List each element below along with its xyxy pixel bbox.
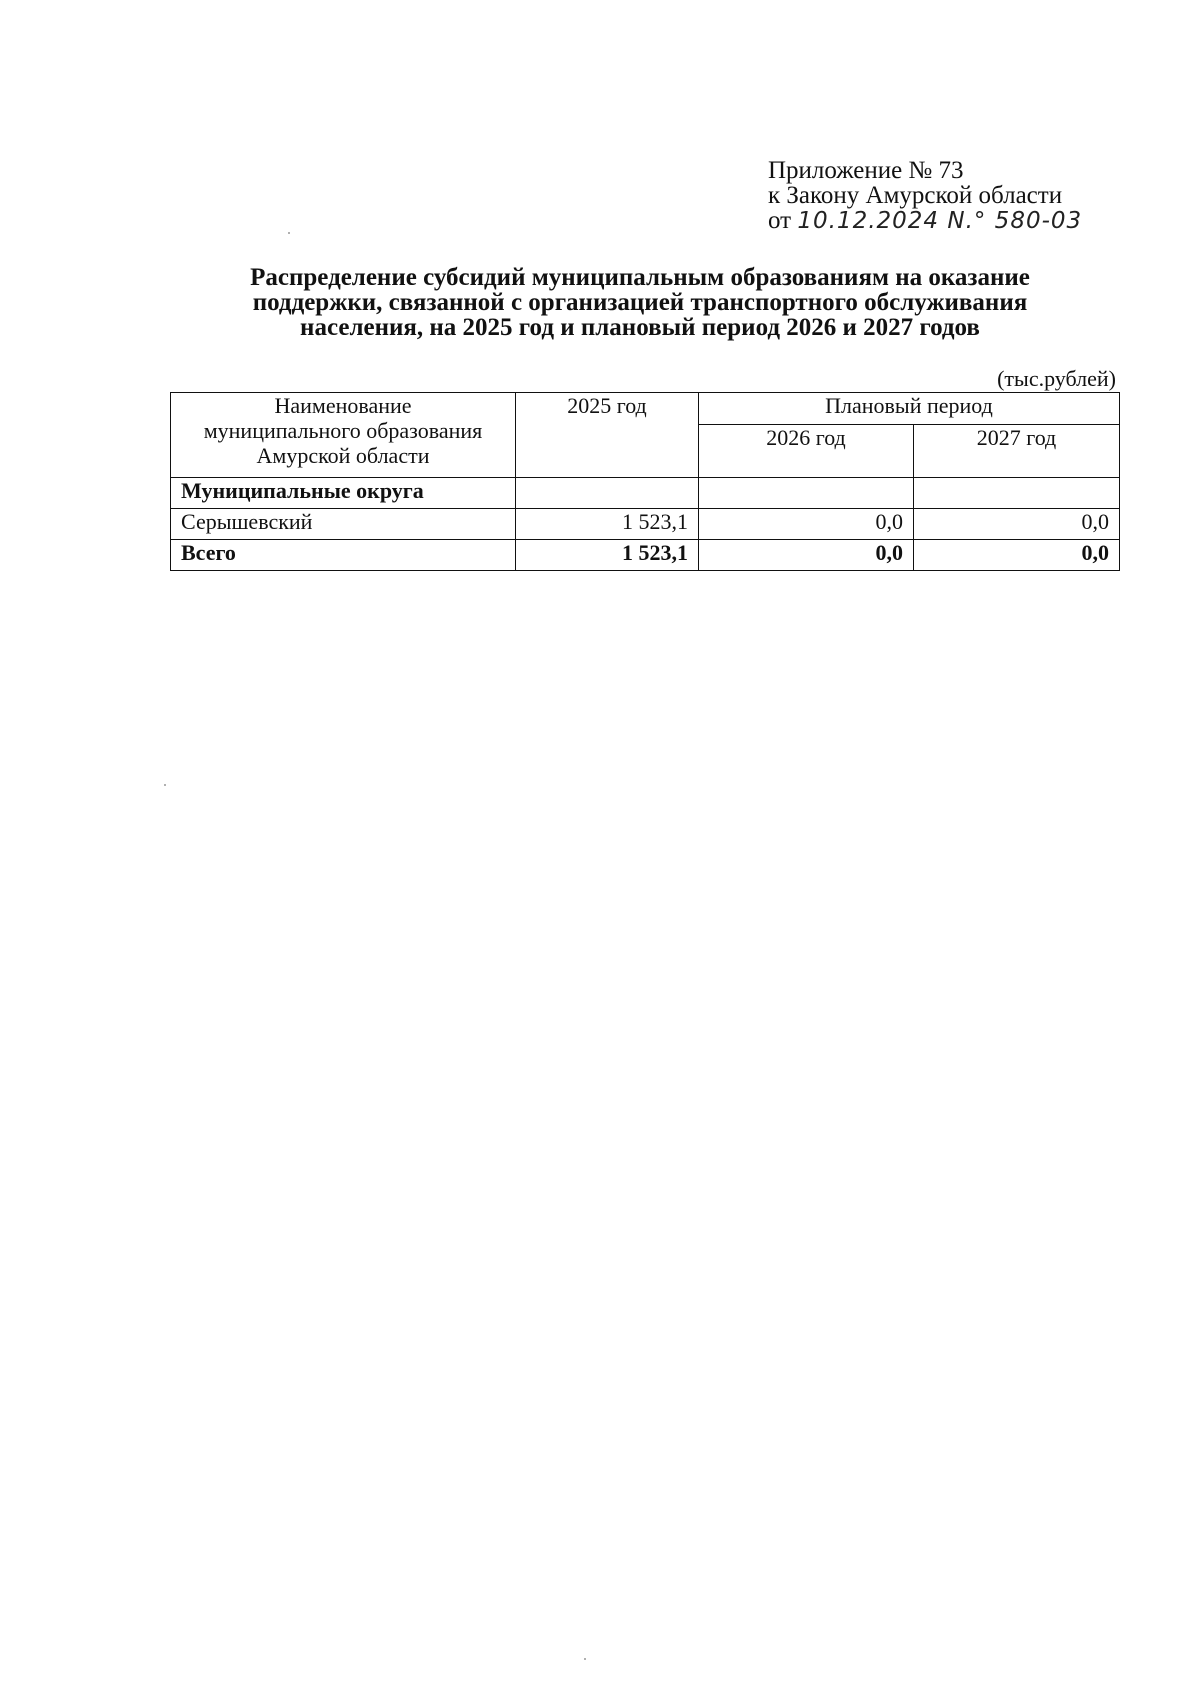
total-value-2025: 1 523,1: [516, 540, 699, 571]
section-empty-cell: [699, 478, 914, 509]
table-header-row-1: [171, 393, 1120, 425]
total-value-2027: 0,0: [914, 540, 1120, 571]
header-year-2025: 2025 год: [516, 393, 699, 478]
scan-speck: [164, 784, 166, 786]
section-empty-cell: [516, 478, 699, 509]
section-label: Муниципальные округа: [171, 478, 516, 509]
row-value-2027: 0,0: [914, 509, 1120, 540]
scan-speck: [584, 1658, 586, 1660]
row-value-2025: 1 523,1: [516, 509, 699, 540]
row-value-2026: 0,0: [699, 509, 914, 540]
header-name-line-2: муниципального образования: [203, 418, 483, 443]
subsidy-table: [170, 392, 1120, 571]
row-name: Серышевский: [171, 509, 516, 540]
document-title: [150, 265, 1130, 340]
total-value-2026: 0,0: [699, 540, 914, 571]
appendix-date-prefix: от: [768, 207, 792, 234]
appendix-law: к Закону Амурской области: [768, 182, 1063, 209]
title-line-3: населения, на 2025 год и плановый период 2026 и 2027 годов: [300, 314, 980, 341]
units-label: (тыс.рублей): [997, 366, 1116, 391]
handwritten-date-number: 10.12.2024 N.° 580-03: [797, 208, 1083, 234]
table-total-row: [171, 540, 1120, 571]
title-line-1: Распределение субсидий муниципальным образованиям на оказание: [250, 264, 1030, 291]
appendix-reference: [768, 158, 1082, 234]
scan-speck: [288, 232, 290, 234]
header-year-2027: 2027 год: [914, 425, 1120, 478]
table-section-row: [171, 478, 1120, 509]
appendix-date-line: [768, 208, 1082, 234]
title-line-2: поддержки, связанной с организацией транспортного обслуживания: [252, 289, 1028, 316]
header-year-2026: 2026 год: [699, 425, 914, 478]
table-row: [171, 509, 1120, 540]
header-name-line-3: Амурской области: [256, 443, 430, 468]
section-empty-cell: [914, 478, 1120, 509]
header-planned-period: Плановый период: [699, 393, 1120, 425]
header-name-cell: [171, 393, 516, 478]
header-name-line-1: Наименование: [274, 393, 412, 418]
total-label: Всего: [171, 540, 516, 571]
appendix-number: Приложение № 73: [768, 157, 964, 184]
